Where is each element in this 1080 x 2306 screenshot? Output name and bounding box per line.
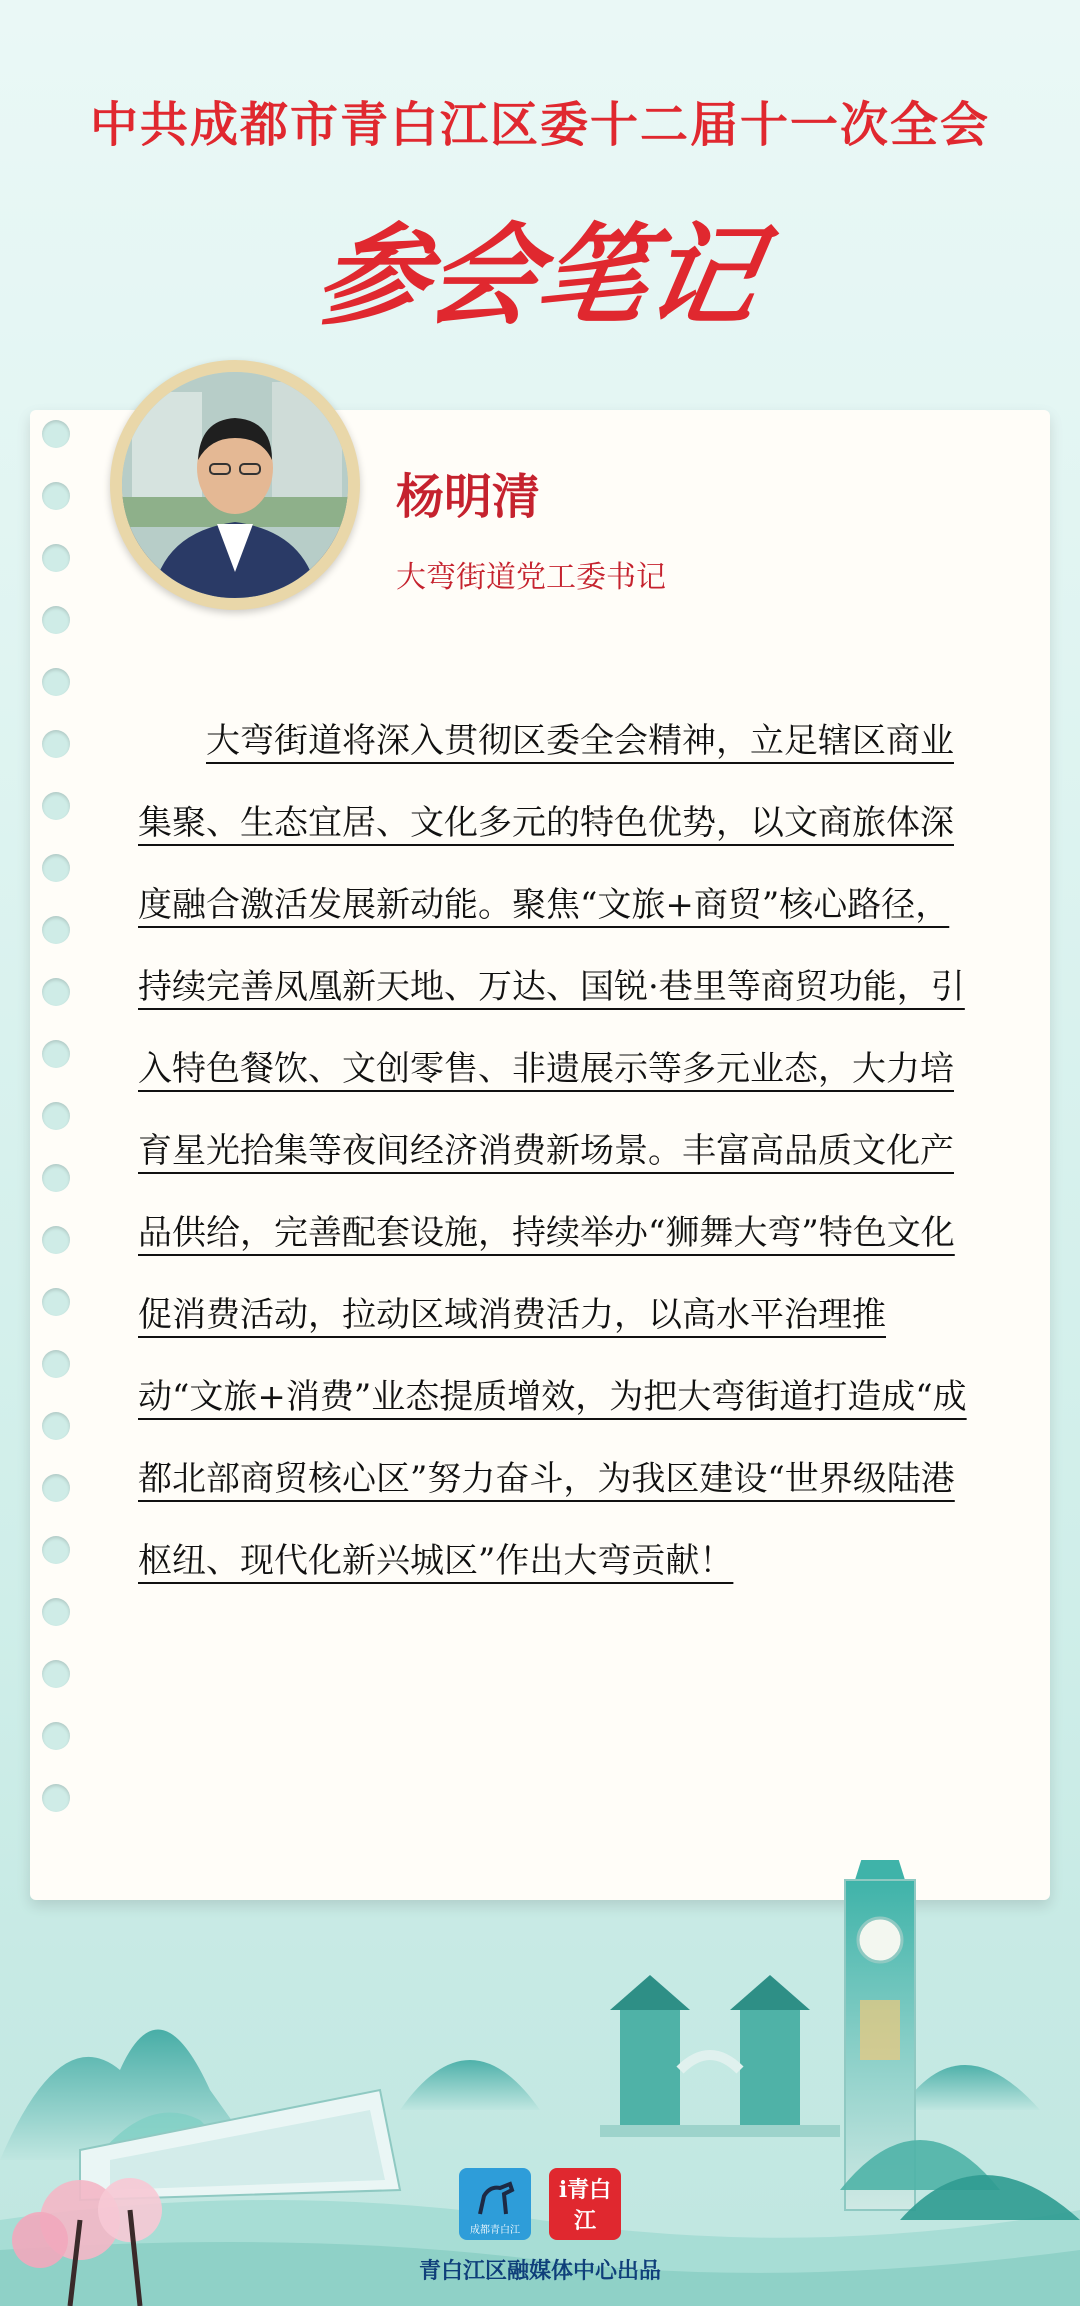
person-title: 大弯街道党工委书记: [396, 560, 666, 595]
binder-hole: [42, 1412, 70, 1440]
header-title: 中共成都市青白江区委十二届十一次全会: [89, 97, 990, 153]
logo2-text: i青白江: [558, 2177, 612, 2234]
binder-hole: [42, 668, 70, 696]
binder-hole: [42, 606, 70, 634]
logo1-text: 成都青白江: [470, 2225, 520, 2236]
binder-hole: [42, 544, 70, 572]
binder-hole: [42, 1288, 70, 1316]
binder-hole: [42, 1226, 70, 1254]
binder-hole: [42, 1598, 70, 1626]
binder-hole: [42, 1102, 70, 1130]
binder-hole: [42, 730, 70, 758]
header-subtitle: 参会笔记: [307, 211, 770, 340]
footer-credit: 青白江区融媒体中心出品: [418, 2259, 661, 2284]
binder-hole: [42, 854, 70, 882]
binder-hole: [42, 420, 70, 448]
binder-hole: [42, 1784, 70, 1812]
binder-hole: [42, 1660, 70, 1688]
binder-hole: [42, 1474, 70, 1502]
binder-hole: [42, 916, 70, 944]
article-text: [138, 700, 968, 1602]
binder-hole: [42, 1536, 70, 1564]
footer: [0, 2168, 1080, 2285]
binder-hole: [42, 482, 70, 510]
i-qingbaijiang-logo: [549, 2168, 621, 2240]
portrait-photo: [122, 372, 348, 598]
chengdu-qingbaijiang-logo: [459, 2168, 531, 2240]
footer-logos: [0, 2168, 1080, 2240]
binder-hole: [42, 1164, 70, 1192]
binder-hole: [42, 1040, 70, 1068]
binder-hole: [42, 1350, 70, 1378]
article-body: 大弯街道将深入贯彻区委全会精神，立足辖区商业集聚、生态宜居、文化多元的特色优势，以文商旅体深度融合激活发展新动能。聚焦“文旅+商贸”核心路径，持续完善凤凰新天地、万达、国锐·巷里等商贸功能，引入特色餐饮、文创零售、非遗展示等多元业态，大力培育星光拾集等夜间经济消费新场景。丰富高品质文化产品供给，完善配套设施，持续举办“狮舞大弯”特色文化促消费活动，拉动区域消费活力，以高水平治理推动“文旅+消费”业态提质增效，为把大弯街道打造成“成都北部商贸核心区”努力奋斗，为我区建设“世界级陆港枢纽、现代化新兴城区”作出大弯贡献！: [138, 721, 967, 1581]
binder-hole: [42, 1722, 70, 1750]
binder-hole: [42, 978, 70, 1006]
binder-holes: [42, 420, 82, 1846]
binder-hole: [42, 792, 70, 820]
avatar: [110, 360, 360, 610]
person-name: 杨明清: [396, 469, 541, 525]
